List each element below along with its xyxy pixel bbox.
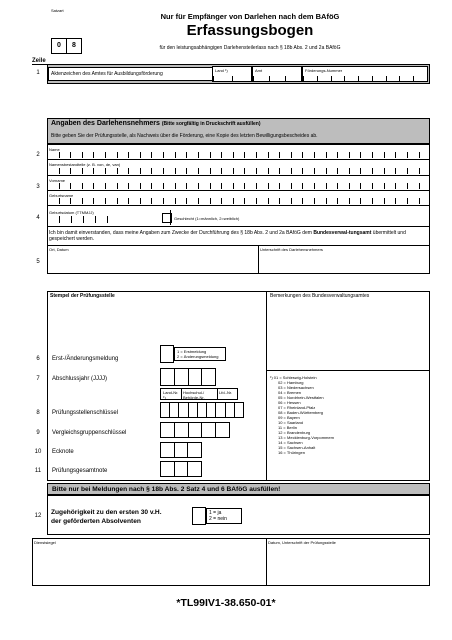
ort-datum-field[interactable] xyxy=(47,245,258,274)
option-erstmeldung: 1 = Erstmeldung xyxy=(177,349,207,354)
zeile-label: Zeile xyxy=(32,58,46,64)
top-line: Nur für Empfänger von Darlehen nach dem BAföG xyxy=(160,12,340,21)
laender-list xyxy=(270,375,420,455)
abschlussjahr-field[interactable] xyxy=(160,368,216,386)
row-number-10: 10 xyxy=(34,449,42,455)
row8-label: Prüfungsstellenschlüssel xyxy=(52,410,119,416)
consent-text xyxy=(49,230,429,242)
row12-label-line1: Zugehörigkeit zu den ersten 30 v.H. xyxy=(51,509,162,516)
head-hochschul-nr: Hochschul-/ Behörde-Nr. xyxy=(183,390,205,400)
row-number-8: 8 xyxy=(36,410,40,416)
land-04: 04 = Bremen xyxy=(278,390,302,395)
land-03: 03 = Niedersachsen xyxy=(278,385,314,390)
row1-label: Aktenzeichen des Amtes für Ausbildungsförderung xyxy=(48,67,218,81)
gesamtnote-field[interactable] xyxy=(160,461,202,477)
satzart-digit-1 xyxy=(51,38,67,54)
row-number-3: 3 xyxy=(36,184,40,190)
vorname-field[interactable] xyxy=(47,183,430,189)
row12-label-line2: der geförderten Absolventen xyxy=(51,518,141,525)
borrower-heading-text: Angaben des Darlehensnehmers xyxy=(51,120,160,127)
row7-label: Abschlussjahr (JJJJ) xyxy=(52,376,108,382)
page-title: Erfassungsbogen xyxy=(186,22,314,39)
land-14: 14 = Sachsen xyxy=(278,440,303,445)
row-number-6: 6 xyxy=(36,356,40,362)
meldungsart-options xyxy=(174,347,226,361)
consent-end: übermittelt und gespeichert werden. xyxy=(49,230,406,242)
land-07: 07 = Rheinland-Pfalz xyxy=(278,405,316,410)
satzart-value-2: 8 xyxy=(72,42,76,49)
land-01: ¹) 01 = Schleswig-Holstein xyxy=(270,375,317,380)
row10-label: Ecknote xyxy=(52,449,74,455)
pruefstellenschluessel-field[interactable] xyxy=(160,402,244,418)
vergleichsgruppe-field[interactable] xyxy=(160,422,230,438)
unterschrift-field[interactable] xyxy=(258,245,430,274)
row11-label: Prüfungsgesamtnote xyxy=(52,468,108,474)
vorname-label: Vorname xyxy=(49,178,66,183)
land-16: 16 = Thüringen xyxy=(278,450,305,455)
land-08: 08 = Baden-Württemberg xyxy=(278,410,324,415)
option-ja: 1 = ja xyxy=(209,510,222,516)
option-aenderungsmeldung: 2 = Änderungsmeldung xyxy=(177,354,219,359)
namensbestandteile-field[interactable] xyxy=(47,168,430,174)
bemerkungen-label: Bemerkungen des Bundesverwaltungsamtes xyxy=(270,293,370,299)
row-number-11: 11 xyxy=(34,468,42,474)
land-10: 10 = Saarland xyxy=(278,420,304,425)
satzart-label: Satzart xyxy=(51,8,64,13)
land-06: 06 = Hessen xyxy=(278,400,301,405)
geburtsname-field[interactable] xyxy=(47,198,430,204)
row-number-9: 9 xyxy=(36,430,40,436)
land-field[interactable] xyxy=(212,66,252,82)
geschlecht-label: Geschlecht (1=männlich, 2=weiblich) xyxy=(174,216,240,221)
row9-label: Vergleichsgruppenschlüssel xyxy=(52,430,127,436)
borrower-heading-note: (Bitte sorgfältig in Druckschrift ausfüllen) xyxy=(161,121,261,127)
geburtsname-label: Geburtsname xyxy=(49,193,74,198)
namensbestandteile-label: Namensbestandteile (z. B. von, de, van) xyxy=(49,162,121,167)
name-field[interactable] xyxy=(47,152,430,158)
ort-datum-label: Ort, Datum xyxy=(49,247,69,252)
row-number-7: 7 xyxy=(36,376,40,382)
consent-bold: Bundesverwal-tungsamt xyxy=(313,230,372,236)
foerderungsnummer-label: Förderungs-Nummer xyxy=(305,68,343,73)
foerderungsnummer-field[interactable] xyxy=(302,66,428,82)
head-lfd-nr: Lfd.-Nr. xyxy=(219,390,233,395)
zugehoerigkeit-field[interactable] xyxy=(192,507,206,525)
land-label: Land ¹) xyxy=(215,68,228,73)
land-13: 13 = Mecklenburg-Vorpommern xyxy=(278,435,335,440)
consent-main: Ich bin damit einverstanden, dass meine Angaben zum Zwecke der Durchführung des § 18b Abs. 2 und 2a BAföG dem xyxy=(49,230,312,236)
head-land-nr: Land-Nr. ¹) xyxy=(163,390,179,400)
row12-label xyxy=(51,508,162,526)
geburtsdatum-field[interactable] xyxy=(47,216,119,223)
satzart-digit-2 xyxy=(66,38,82,54)
banner-18b-text: Bitte nur bei Meldungen nach § 18b Abs. 2 Satz 4 und 6 BAföG ausfüllen! xyxy=(52,486,281,493)
land-09: 09 = Bayern xyxy=(278,415,300,420)
borrower-instruction: Bitte geben Sie der Prüfungsstelle, als Nachweis über die Förderung, eine Kopie des letzten Bewilligungsbescheides ab. xyxy=(51,133,318,139)
geburtsdatum-label: Geburtsdatum (TTMMJJ) xyxy=(49,210,94,215)
land-02: 02 = Hamburg xyxy=(278,380,304,385)
row-number-2: 2 xyxy=(36,152,40,158)
row-number-12: 12 xyxy=(34,513,42,519)
pruefstelle-key-heads xyxy=(160,388,238,400)
unterschrift-label: Unterschrift des Darlehensnehmers xyxy=(260,247,323,252)
land-11: 11 = Berlin xyxy=(278,425,297,430)
datum-unterschrift-label: Datum, Unterschrift der Prüfungsstelle xyxy=(268,540,336,545)
row6-label: Erst-/Änderungsmeldung xyxy=(52,356,119,362)
land-15: 15 = Sachsen-Anhalt xyxy=(278,445,316,450)
meldungsart-field[interactable] xyxy=(160,345,174,363)
row-number-5: 5 xyxy=(36,259,40,265)
geschlecht-field[interactable] xyxy=(162,213,172,223)
amt-label: Amt xyxy=(255,68,263,73)
datum-unterschrift-field[interactable] xyxy=(266,538,430,586)
dienstsiegel-label: Dienstsiegel xyxy=(34,540,56,545)
barcode-text: *TL99IV1-38.650-01* xyxy=(176,597,276,609)
banner-18b xyxy=(47,483,430,495)
amt-field[interactable] xyxy=(252,66,302,82)
page-subtitle: für den leistungsabhängigen Darlehensteilerlass nach § 18b Abs. 2 und 2a BAföG xyxy=(159,45,341,51)
land-05: 05 = Nordrhein-Westfalen xyxy=(278,395,324,400)
zugehoerigkeit-options xyxy=(206,508,242,524)
row-number-1: 1 xyxy=(36,70,40,76)
land-12: 12 = Brandenburg xyxy=(278,430,311,435)
row-number-4: 4 xyxy=(36,215,40,221)
borrower-heading xyxy=(51,120,261,127)
satzart-value-1: 0 xyxy=(57,42,61,49)
ecknote-field[interactable] xyxy=(160,442,202,458)
name-label: Name xyxy=(49,147,60,152)
stempel-label: Stempel der Prüfungsstelle xyxy=(50,293,115,299)
option-nein: 2 = nein xyxy=(209,516,227,522)
